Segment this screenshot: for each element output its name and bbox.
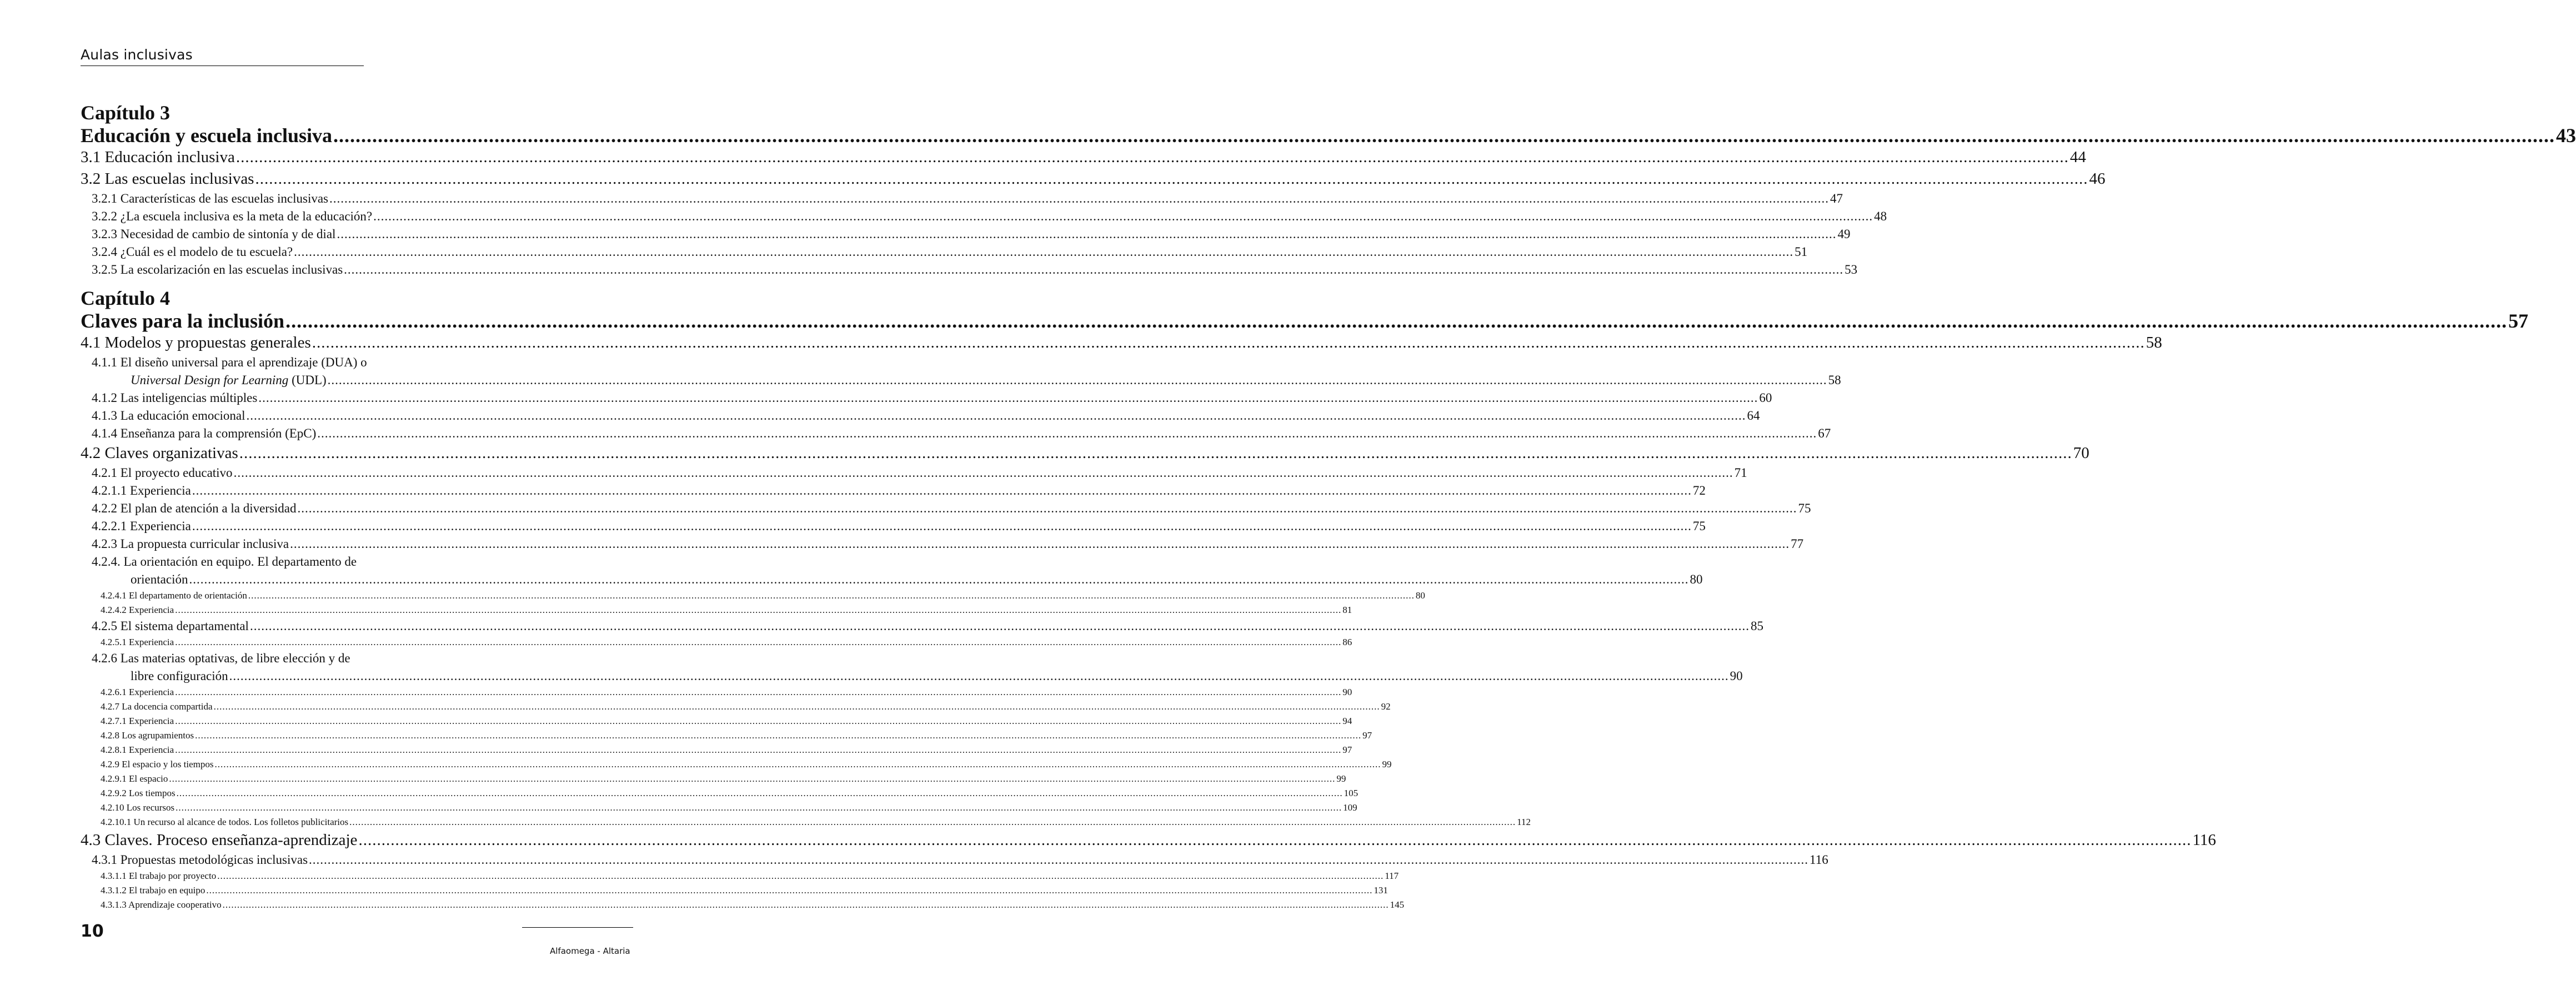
dot-leader: ................................................................................................................................................................................................................................................................................................................................................................................................................ — [290, 537, 1790, 551]
toc-page-number: 109 — [1343, 802, 1357, 813]
page-number: 10 — [81, 922, 104, 941]
dot-leader: ................................................................................................................................................................................................................................................................................................................................................................................................................ — [344, 263, 1844, 276]
toc-page-number: 97 — [1362, 730, 1372, 741]
toc-entry[interactable] — [81, 225, 1851, 243]
toc-page-number: 51 — [1795, 245, 1808, 259]
toc-page-number: 80 — [1690, 572, 1703, 586]
dot-leader: ................................................................................................................................................................................................................................................................................................................................................................................................................ — [255, 170, 2088, 188]
toc-entry-first-line: 4.2.6 Las materias optativas, de libre elección y de — [92, 651, 350, 665]
toc-page-number: 64 — [1747, 409, 1760, 422]
toc-page-number: 75 — [1798, 501, 1811, 515]
toc-entry[interactable] — [81, 243, 1808, 261]
dot-leader: ................................................................................................................................................................................................................................................................................................................................................................................................................ — [373, 209, 1873, 223]
dot-leader: ................................................................................................................................................................................................................................................................................................................................................................................................................ — [337, 227, 1837, 241]
toc-entry-title: 3.2.1 Características de las escuelas inclusivas — [92, 192, 328, 205]
dot-leader: ................................................................................................................................................................................................................................................................................................................................................................................................................ — [175, 687, 1342, 697]
toc-entry[interactable] — [81, 714, 1352, 728]
dot-leader: ................................................................................................................................................................................................................................................................................................................................................................................................................ — [349, 817, 1516, 827]
toc-entry[interactable] — [81, 261, 1858, 279]
toc-page-number: 72 — [1692, 484, 1706, 497]
chapter-heading: Capítulo 3 — [81, 102, 171, 124]
dot-leader: ................................................................................................................................................................................................................................................................................................................................................................................................................ — [233, 466, 1733, 480]
toc-page-number: 90 — [1730, 669, 1743, 683]
dot-leader: ................................................................................................................................................................................................................................................................................................................................................................................................................ — [258, 391, 1758, 405]
toc-entry[interactable] — [81, 168, 2106, 190]
toc-page-number: 97 — [1342, 745, 1352, 755]
toc-entry[interactable] — [81, 815, 1531, 829]
toc-entry[interactable] — [81, 208, 1887, 225]
toc-entry-title: 4.2.7.1 Experiencia — [101, 716, 174, 726]
dot-leader: ................................................................................................................................................................................................................................................................................................................................................................................................................ — [192, 484, 1692, 497]
toc-entry-title: 4.1 Modelos y propuestas generales — [81, 334, 311, 351]
dot-leader: ................................................................................................................................................................................................................................................................................................................................................................................................................ — [175, 605, 1342, 615]
dot-leader: ................................................................................................................................................................................................................................................................................................................................................................................................................ — [333, 124, 2555, 147]
dot-leader: ................................................................................................................................................................................................................................................................................................................................................................................................................ — [195, 730, 1362, 741]
toc-page-number: 53 — [1845, 263, 1858, 276]
toc-entry-title: 4.1.3 La educación emocional — [92, 409, 245, 422]
toc-entry[interactable] — [81, 425, 1831, 442]
toc-page-number: 90 — [1342, 687, 1352, 697]
toc-page-number: 81 — [1342, 605, 1352, 615]
dot-leader: ................................................................................................................................................................................................................................................................................................................................................................................................................ — [248, 590, 1415, 601]
toc-page-number: 116 — [2192, 831, 2216, 849]
toc-page-number: 47 — [1830, 192, 1843, 205]
toc-entry[interactable] — [81, 588, 1425, 603]
toc-entry[interactable] — [81, 700, 1391, 714]
dot-leader: ................................................................................................................................................................................................................................................................................................................................................................................................................ — [206, 885, 1373, 896]
toc-entry-first-line: 4.1.1 El diseño universal para el aprendizaje (DUA) o — [92, 355, 367, 369]
toc-entry[interactable] — [81, 500, 1811, 517]
toc-entry-title: 4.2.3 La propuesta curricular inclusiva — [92, 537, 289, 551]
toc-page-number: 46 — [2089, 170, 2106, 188]
dot-leader: ................................................................................................................................................................................................................................................................................................................................................................................................................ — [175, 716, 1342, 726]
dot-leader: ................................................................................................................................................................................................................................................................................................................................................................................................................ — [175, 637, 1342, 647]
dot-leader: ................................................................................................................................................................................................................................................................................................................................................................................................................ — [297, 501, 1797, 515]
dot-leader: ................................................................................................................................................................................................................................................................................................................................................................................................................ — [294, 245, 1794, 259]
toc-page-number: 105 — [1344, 788, 1359, 798]
toc-entry-title: 4.3.1.1 El trabajo por proyecto — [101, 871, 217, 881]
toc-page-number: 48 — [1874, 209, 1887, 223]
toc-page-number: 131 — [1374, 885, 1388, 896]
dot-leader: ................................................................................................................................................................................................................................................................................................................................................................................................................ — [214, 759, 1381, 769]
toc-page-number: 43 — [2556, 124, 2576, 147]
toc-entry[interactable] — [81, 617, 1763, 635]
toc-entry-title: 4.2.5.1 Experiencia — [101, 637, 174, 647]
toc-page-number: 77 — [1791, 537, 1804, 551]
toc-entry[interactable] — [81, 898, 1405, 912]
toc-page-number: 71 — [1734, 466, 1747, 480]
dot-leader: ................................................................................................................................................................................................................................................................................................................................................................................................................ — [235, 148, 2069, 166]
book-title: Aulas inclusivas — [81, 47, 193, 63]
dot-leader: ................................................................................................................................................................................................................................................................................................................................................................................................................ — [327, 373, 1827, 387]
toc-entry-title: 4.2.1 El proyecto educativo — [92, 466, 233, 480]
toc-page-number: 99 — [1336, 773, 1346, 784]
toc-entry-title: 4.3 Claves. Proceso enseñanza-aprendizaje — [81, 831, 358, 849]
toc-page-number: 58 — [1828, 373, 1841, 387]
dot-leader: ................................................................................................................................................................................................................................................................................................................................................................................................................ — [239, 444, 2072, 462]
dot-leader: ................................................................................................................................................................................................................................................................................................................................................................................................................ — [169, 773, 1336, 784]
dot-leader: ................................................................................................................................................................................................................................................................................................................................................................................................................ — [329, 192, 1829, 205]
toc-entry[interactable] — [81, 772, 1346, 786]
toc-page-number: 67 — [1818, 426, 1831, 440]
toc-entry[interactable] — [81, 801, 1357, 815]
toc-entry-title: Claves para la inclusión — [81, 310, 285, 332]
dot-leader: ................................................................................................................................................................................................................................................................................................................................................................................................................ — [285, 310, 2508, 332]
toc-entry[interactable] — [81, 442, 2089, 464]
toc-entry[interactable] — [81, 786, 1359, 801]
toc-entry[interactable] — [81, 869, 1399, 883]
toc-entry[interactable] — [81, 635, 1352, 650]
toc-entry-title: 3.2.5 La escolarización en las escuelas inclusivas — [92, 263, 343, 276]
dot-leader: ................................................................................................................................................................................................................................................................................................................................................................................................................ — [312, 334, 2145, 351]
toc-entry[interactable] — [81, 517, 1706, 535]
toc-entry-title: 4.1.4 Enseñanza para la comprensión (EpC) — [92, 426, 317, 440]
toc-entry[interactable] — [81, 571, 1703, 588]
toc-entry[interactable] — [81, 851, 1828, 869]
dot-leader: ................................................................................................................................................................................................................................................................................................................................................................................................................ — [222, 899, 1389, 910]
toc-entry[interactable] — [81, 407, 1760, 425]
toc-page-number: 60 — [1759, 391, 1772, 405]
toc-entry-title: 4.2.2 El plan de atención a la diversidad — [92, 501, 297, 515]
toc-entry-title-rest: (UDL) — [288, 373, 327, 387]
section-gap — [81, 279, 503, 286]
toc-page-number: 116 — [1810, 853, 1828, 867]
toc-entry-title: 4.2.1.1 Experiencia — [92, 484, 191, 497]
toc-entry-title — [131, 371, 327, 389]
toc-entry-title: 3.2.3 Necesidad de cambio de sintonía y de dial — [92, 227, 336, 241]
toc-entry-title: 3.2.4 ¿Cuál es el modelo de tu escuela? — [92, 245, 293, 259]
running-header — [81, 46, 364, 66]
toc-entry[interactable] — [81, 124, 2576, 147]
toc-entry-title: 3.1 Educación inclusiva — [81, 148, 235, 166]
toc-entry-title: 4.2.6.1 Experiencia — [101, 687, 174, 697]
dot-leader: ................................................................................................................................................................................................................................................................................................................................................................................................................ — [358, 831, 2192, 849]
dot-leader: ................................................................................................................................................................................................................................................................................................................................................................................................................ — [189, 572, 1689, 586]
toc-entry[interactable] — [81, 667, 1743, 685]
toc-page-number: 57 — [2508, 310, 2529, 332]
toc-page-number: 117 — [1385, 871, 1399, 881]
dot-leader: ................................................................................................................................................................................................................................................................................................................................................................................................................ — [176, 788, 1343, 798]
table-of-contents — [81, 101, 2576, 912]
toc-entry-title: 4.3.1.3 Aprendizaje cooperativo — [101, 899, 222, 910]
dot-leader: ................................................................................................................................................................................................................................................................................................................................................................................................................ — [246, 409, 1746, 422]
dot-leader: ................................................................................................................................................................................................................................................................................................................................................................................................................ — [309, 853, 1809, 867]
toc-page-number: 44 — [2069, 148, 2086, 166]
toc-page-number: 70 — [2073, 444, 2089, 462]
toc-entry-title: libre configuración — [131, 669, 228, 683]
toc-entry-title: 4.2.4.1 El departamento de orientación — [101, 590, 247, 601]
chapter-heading: Capítulo 4 — [81, 287, 171, 309]
toc-entry[interactable] — [81, 829, 2216, 851]
toc-page-number: 80 — [1415, 590, 1425, 601]
toc-entry-title: 4.2.9 El espacio y los tiempos — [101, 759, 214, 769]
dot-leader: ................................................................................................................................................................................................................................................................................................................................................................................................................ — [229, 669, 1729, 683]
toc-entry-italic-title: Universal Design for Learning — [131, 373, 289, 387]
toc-entry-title: 4.2.2.1 Experiencia — [92, 519, 191, 533]
toc-entry[interactable] — [81, 332, 2162, 354]
toc-page-number: 112 — [1517, 817, 1531, 827]
toc-entry[interactable] — [81, 603, 1352, 617]
toc-page-number: 86 — [1342, 637, 1352, 647]
toc-entry-title: 3.2.2 ¿La escuela inclusiva es la meta de la educación? — [92, 209, 373, 223]
toc-entry[interactable] — [81, 883, 1388, 898]
toc-entry-title: 4.2.9.1 El espacio — [101, 773, 168, 784]
toc-page-number: 75 — [1692, 519, 1706, 533]
toc-entry[interactable] — [81, 147, 2086, 168]
toc-entry-title: orientación — [131, 572, 188, 586]
toc-entry[interactable] — [81, 482, 1706, 500]
toc-entry[interactable] — [81, 535, 1804, 553]
toc-entry-title: 4.2.5 El sistema departamental — [92, 619, 249, 633]
toc-entry-title: 4.1.2 Las inteligencias múltiples — [92, 391, 258, 405]
toc-entry[interactable] — [81, 728, 1372, 743]
dot-leader: ................................................................................................................................................................................................................................................................................................................................................................................................................ — [213, 701, 1380, 712]
toc-entry-title: 4.2.10 Los recursos — [101, 802, 175, 813]
toc-entry-title: 4.3.1 Propuestas metodológicas inclusivas — [92, 853, 308, 867]
toc-entry[interactable] — [81, 310, 2529, 332]
dot-leader: ................................................................................................................................................................................................................................................................................................................................................................................................................ — [217, 871, 1384, 881]
toc-page-number: 85 — [1750, 619, 1763, 633]
dot-leader: ................................................................................................................................................................................................................................................................................................................................................................................................................ — [176, 802, 1342, 813]
dot-leader: ................................................................................................................................................................................................................................................................................................................................................................................................................ — [249, 619, 1750, 633]
toc-entry-title: 4.2 Claves organizativas — [81, 444, 238, 462]
toc-page-number: 99 — [1382, 759, 1392, 769]
toc-entry-title: 4.2.10.1 Un recurso al alcance de todos. Los folletos publicitarios — [101, 817, 349, 827]
dot-leader: ................................................................................................................................................................................................................................................................................................................................................................................................................ — [175, 745, 1342, 755]
toc-page-number: 58 — [2146, 334, 2162, 351]
toc-entry[interactable] — [81, 464, 1747, 482]
toc-entry-title: 4.3.1.2 El trabajo en equipo — [101, 885, 206, 896]
toc-entry-title: 3.2 Las escuelas inclusivas — [81, 170, 254, 188]
toc-entry[interactable] — [81, 190, 1843, 208]
toc-page-number: 145 — [1390, 899, 1405, 910]
toc-page-number: 92 — [1381, 701, 1391, 712]
toc-page-number: 49 — [1837, 227, 1851, 241]
publisher-credit: Alfaomega - Altaria — [550, 946, 630, 956]
toc-page-number: 94 — [1342, 716, 1352, 726]
toc-entry[interactable] — [81, 757, 1392, 772]
toc-entry-first-line: 4.2.4. La orientación en equipo. El departamento de — [92, 555, 357, 569]
toc-entry[interactable] — [81, 743, 1352, 757]
toc-entry-title: 4.2.9.2 Los tiempos — [101, 788, 176, 798]
toc-entry-title: Educación y escuela inclusiva — [81, 124, 333, 147]
footer-rule — [522, 927, 633, 928]
toc-entry[interactable] — [81, 685, 1352, 700]
toc-entry[interactable] — [81, 371, 1841, 389]
toc-entry-title: 4.2.7 La docencia compartida — [101, 701, 213, 712]
toc-entry-title: 4.2.8 Los agrupamientos — [101, 730, 194, 741]
toc-entry-title: 4.2.4.2 Experiencia — [101, 605, 174, 615]
dot-leader: ................................................................................................................................................................................................................................................................................................................................................................................................................ — [317, 426, 1817, 440]
toc-entry-title: 4.2.8.1 Experiencia — [101, 745, 174, 755]
dot-leader: ................................................................................................................................................................................................................................................................................................................................................................................................................ — [192, 519, 1692, 533]
toc-entry[interactable] — [81, 389, 1772, 407]
